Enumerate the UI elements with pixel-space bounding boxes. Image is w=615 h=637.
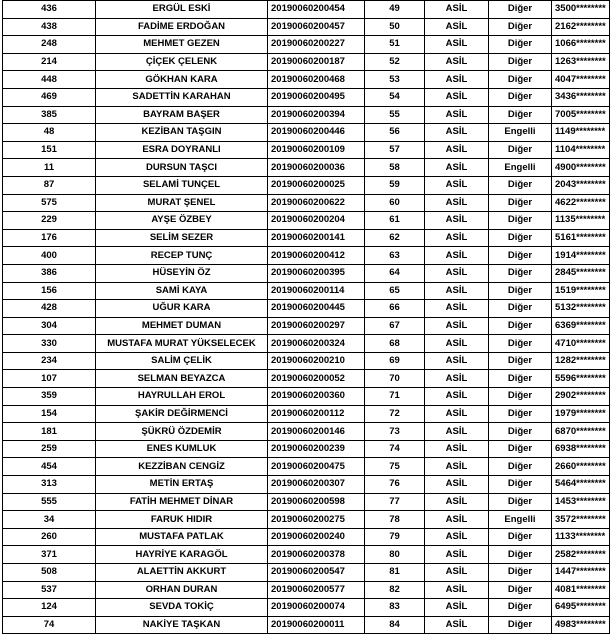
id-number-cell: 6938******** [552,440,610,458]
full-name-cell: ORHAN DURAN [96,581,268,599]
table-row [3,71,610,89]
draw-number-cell: 53 [365,71,425,89]
status-cell: ASİL [425,141,489,159]
status-cell: ASİL [425,229,489,247]
full-name-cell: HAYRİYE KARAGÖL [96,546,268,564]
status-cell: ASİL [425,88,489,106]
quota-type-cell: Diğer [489,300,552,318]
draw-number-cell: 57 [365,141,425,159]
full-name-cell: SALİM ÇELİK [96,352,268,370]
application-number-cell: 20190060200210 [268,352,365,370]
application-order-cell: 234 [3,352,96,370]
application-order-cell: 176 [3,229,96,247]
application-order-cell: 438 [3,18,96,36]
table-row [3,352,610,370]
application-order-cell: 537 [3,581,96,599]
draw-number-cell: 81 [365,564,425,582]
table-row [3,176,610,194]
id-number-cell: 4622******** [552,194,610,212]
application-number-cell: 20190060200036 [268,159,365,177]
table-row [3,476,610,494]
table-row [3,18,610,36]
status-cell: ASİL [425,405,489,423]
application-number-cell: 20190060200446 [268,124,365,142]
quota-type-cell: Diğer [489,599,552,617]
draw-number-cell: 80 [365,546,425,564]
draw-number-cell: 79 [365,528,425,546]
quota-type-cell: Diğer [489,440,552,458]
application-order-cell: 248 [3,36,96,54]
full-name-cell: ALAETTİN AKKURT [96,564,268,582]
full-name-cell: ERGÜL ESKİ [96,1,268,19]
status-cell: ASİL [425,36,489,54]
status-cell: ASİL [425,194,489,212]
status-cell: ASİL [425,53,489,71]
draw-number-cell: 73 [365,423,425,441]
table-row [3,528,610,546]
id-number-cell: 4983******** [552,616,610,634]
table-row [3,405,610,423]
id-number-cell: 4710******** [552,335,610,353]
table-row [3,493,610,511]
full-name-cell: SADETTİN KARAHAN [96,88,268,106]
id-number-cell: 1263******** [552,53,610,71]
status-cell: ASİL [425,317,489,335]
quota-type-cell: Engelli [489,159,552,177]
quota-type-cell: Diğer [489,18,552,36]
table-row [3,124,610,142]
status-cell: ASİL [425,71,489,89]
application-number-cell: 20190060200360 [268,388,365,406]
status-cell: ASİL [425,511,489,529]
application-order-cell: 34 [3,511,96,529]
application-order-cell: 156 [3,282,96,300]
application-number-cell: 20190060200227 [268,36,365,54]
draw-number-cell: 75 [365,458,425,476]
draw-number-cell: 60 [365,194,425,212]
status-cell: ASİL [425,282,489,300]
draw-number-cell: 72 [365,405,425,423]
status-cell: ASİL [425,581,489,599]
full-name-cell: KEZİBAN TAŞGIN [96,124,268,142]
status-cell: ASİL [425,212,489,230]
draw-number-cell: 68 [365,335,425,353]
quota-type-cell: Diğer [489,546,552,564]
application-order-cell: 260 [3,528,96,546]
application-number-cell: 20190060200109 [268,141,365,159]
table-row [3,388,610,406]
quota-type-cell: Diğer [489,264,552,282]
status-cell: ASİL [425,616,489,634]
id-number-cell: 3436******** [552,88,610,106]
table-row [3,511,610,529]
id-number-cell: 6369******** [552,317,610,335]
application-number-cell: 20190060200412 [268,247,365,265]
application-number-cell: 20190060200307 [268,476,365,494]
application-number-cell: 20190060200475 [268,458,365,476]
table-row [3,282,610,300]
draw-number-cell: 78 [365,511,425,529]
table-row [3,458,610,476]
table-row [3,370,610,388]
status-cell: ASİL [425,335,489,353]
id-number-cell: 1149******** [552,124,610,142]
status-cell: ASİL [425,370,489,388]
status-cell: ASİL [425,264,489,282]
application-order-cell: 385 [3,106,96,124]
application-number-cell: 20190060200547 [268,564,365,582]
draw-number-cell: 52 [365,53,425,71]
id-number-cell: 2043******** [552,176,610,194]
quota-type-cell: Diğer [489,212,552,230]
full-name-cell: FATİH MEHMET DİNAR [96,493,268,511]
full-name-cell: BAYRAM BAŞER [96,106,268,124]
quota-type-cell: Diğer [489,194,552,212]
draw-number-cell: 83 [365,599,425,617]
quota-type-cell: Diğer [489,176,552,194]
full-name-cell: SELAMİ TUNÇEL [96,176,268,194]
id-number-cell: 4047******** [552,71,610,89]
application-number-cell: 20190060200378 [268,546,365,564]
id-number-cell: 2582******** [552,546,610,564]
quota-type-cell: Engelli [489,511,552,529]
table-row [3,581,610,599]
status-cell: ASİL [425,352,489,370]
draw-number-cell: 58 [365,159,425,177]
draw-number-cell: 56 [365,124,425,142]
table-row [3,229,610,247]
application-order-cell: 448 [3,71,96,89]
quota-type-cell: Diğer [489,317,552,335]
table-row [3,106,610,124]
table-row [3,440,610,458]
quota-type-cell: Engelli [489,124,552,142]
application-number-cell: 20190060200297 [268,317,365,335]
quota-type-cell: Diğer [489,335,552,353]
application-number-cell: 20190060200495 [268,88,365,106]
full-name-cell: RECEP TUNÇ [96,247,268,265]
application-order-cell: 469 [3,88,96,106]
application-number-cell: 20190060200598 [268,493,365,511]
id-number-cell: 1914******** [552,247,610,265]
status-cell: ASİL [425,528,489,546]
quota-type-cell: Diğer [489,247,552,265]
status-cell: ASİL [425,440,489,458]
draw-number-cell: 69 [365,352,425,370]
application-order-cell: 386 [3,264,96,282]
application-order-cell: 428 [3,300,96,318]
id-number-cell: 1282******** [552,352,610,370]
draw-number-cell: 70 [365,370,425,388]
draw-number-cell: 64 [365,264,425,282]
application-order-cell: 181 [3,423,96,441]
id-number-cell: 1066******** [552,36,610,54]
application-order-cell: 48 [3,124,96,142]
id-number-cell: 1104******** [552,141,610,159]
id-number-cell: 3572******** [552,511,610,529]
application-number-cell: 20190060200577 [268,581,365,599]
draw-number-cell: 51 [365,36,425,54]
full-name-cell: MEHMET DUMAN [96,317,268,335]
id-number-cell: 6870******** [552,423,610,441]
draw-number-cell: 65 [365,282,425,300]
full-name-cell: MURAT ŞENEL [96,194,268,212]
id-number-cell: 1135******** [552,212,610,230]
table-row [3,300,610,318]
application-order-cell: 330 [3,335,96,353]
application-number-cell: 20190060200445 [268,300,365,318]
id-number-cell: 1519******** [552,282,610,300]
application-order-cell: 436 [3,1,96,19]
application-number-cell: 20190060200468 [268,71,365,89]
quota-type-cell: Diğer [489,528,552,546]
full-name-cell: GÖKHAN KARA [96,71,268,89]
application-order-cell: 371 [3,546,96,564]
table-row [3,317,610,335]
application-order-cell: 124 [3,599,96,617]
full-name-cell: DURSUN TAŞCI [96,159,268,177]
quota-type-cell: Diğer [489,370,552,388]
full-name-cell: HAYRULLAH EROL [96,388,268,406]
table-row [3,159,610,177]
application-number-cell: 20190060200457 [268,18,365,36]
draw-number-cell: 67 [365,317,425,335]
full-name-cell: SAMİ KAYA [96,282,268,300]
results-table [2,0,610,634]
table-body [3,1,610,634]
status-cell: ASİL [425,546,489,564]
status-cell: ASİL [425,247,489,265]
table-row [3,264,610,282]
application-order-cell: 313 [3,476,96,494]
draw-number-cell: 61 [365,212,425,230]
quota-type-cell: Diğer [489,581,552,599]
id-number-cell: 3500******** [552,1,610,19]
quota-type-cell: Diğer [489,493,552,511]
application-number-cell: 20190060200275 [268,511,365,529]
full-name-cell: FADİME ERDOĞAN [96,18,268,36]
draw-number-cell: 54 [365,88,425,106]
draw-number-cell: 84 [365,616,425,634]
status-cell: ASİL [425,458,489,476]
application-order-cell: 214 [3,53,96,71]
table-row [3,335,610,353]
table-row [3,212,610,230]
status-cell: ASİL [425,18,489,36]
application-order-cell: 454 [3,458,96,476]
application-number-cell: 20190060200395 [268,264,365,282]
status-cell: ASİL [425,159,489,177]
full-name-cell: ENES KUMLUK [96,440,268,458]
draw-number-cell: 62 [365,229,425,247]
application-order-cell: 304 [3,317,96,335]
full-name-cell: ŞÜKRÜ ÖZDEMİR [96,423,268,441]
quota-type-cell: Diğer [489,282,552,300]
application-number-cell: 20190060200394 [268,106,365,124]
full-name-cell: ÇİÇEK ÇELENK [96,53,268,71]
quota-type-cell: Diğer [489,476,552,494]
full-name-cell: AYŞE ÖZBEY [96,212,268,230]
table-row [3,247,610,265]
draw-number-cell: 76 [365,476,425,494]
id-number-cell: 2162******** [552,18,610,36]
id-number-cell: 5464******** [552,476,610,494]
application-order-cell: 11 [3,159,96,177]
full-name-cell: KEZZİBAN CENGİZ [96,458,268,476]
application-number-cell: 20190060200454 [268,1,365,19]
application-number-cell: 20190060200141 [268,229,365,247]
status-cell: ASİL [425,476,489,494]
id-number-cell: 5596******** [552,370,610,388]
id-number-cell: 6495******** [552,599,610,617]
id-number-cell: 1447******** [552,564,610,582]
application-number-cell: 20190060200011 [268,616,365,634]
application-number-cell: 20190060200112 [268,405,365,423]
draw-number-cell: 59 [365,176,425,194]
table-row [3,36,610,54]
full-name-cell: UĞUR KARA [96,300,268,318]
application-number-cell: 20190060200324 [268,335,365,353]
full-name-cell: METİN ERTAŞ [96,476,268,494]
draw-number-cell: 77 [365,493,425,511]
application-number-cell: 20190060200240 [268,528,365,546]
application-order-cell: 508 [3,564,96,582]
quota-type-cell: Diğer [489,71,552,89]
draw-number-cell: 50 [365,18,425,36]
id-number-cell: 1979******** [552,405,610,423]
full-name-cell: NAKİYE TAŞKAN [96,616,268,634]
id-number-cell: 1453******** [552,493,610,511]
quota-type-cell: Diğer [489,53,552,71]
application-order-cell: 575 [3,194,96,212]
status-cell: ASİL [425,106,489,124]
full-name-cell: FARUK HIDIR [96,511,268,529]
draw-number-cell: 66 [365,300,425,318]
table-row [3,599,610,617]
quota-type-cell: Diğer [489,564,552,582]
id-number-cell: 2845******** [552,264,610,282]
full-name-cell: SELMAN BEYAZCA [96,370,268,388]
id-number-cell: 1133******** [552,528,610,546]
table-row [3,141,610,159]
table-row [3,423,610,441]
quota-type-cell: Diğer [489,405,552,423]
status-cell: ASİL [425,423,489,441]
id-number-cell: 4081******** [552,581,610,599]
application-number-cell: 20190060200146 [268,423,365,441]
table-row [3,546,610,564]
draw-number-cell: 63 [365,247,425,265]
quota-type-cell: Diğer [489,36,552,54]
application-number-cell: 20190060200204 [268,212,365,230]
status-cell: ASİL [425,599,489,617]
quota-type-cell: Diğer [489,88,552,106]
draw-number-cell: 74 [365,440,425,458]
id-number-cell: 2902******** [552,388,610,406]
id-number-cell: 4900******** [552,159,610,177]
table-row [3,1,610,19]
status-cell: ASİL [425,493,489,511]
quota-type-cell: Diğer [489,458,552,476]
quota-type-cell: Diğer [489,388,552,406]
table-row [3,194,610,212]
id-number-cell: 5161******** [552,229,610,247]
application-number-cell: 20190060200052 [268,370,365,388]
status-cell: ASİL [425,1,489,19]
full-name-cell: SELİM SEZER [96,229,268,247]
application-number-cell: 20190060200025 [268,176,365,194]
draw-number-cell: 82 [365,581,425,599]
draw-number-cell: 71 [365,388,425,406]
quota-type-cell: Diğer [489,423,552,441]
application-order-cell: 87 [3,176,96,194]
application-order-cell: 259 [3,440,96,458]
status-cell: ASİL [425,300,489,318]
application-order-cell: 555 [3,493,96,511]
application-order-cell: 359 [3,388,96,406]
quota-type-cell: Diğer [489,1,552,19]
quota-type-cell: Diğer [489,141,552,159]
table-row [3,53,610,71]
status-cell: ASİL [425,124,489,142]
application-order-cell: 229 [3,212,96,230]
application-number-cell: 20190060200622 [268,194,365,212]
draw-number-cell: 49 [365,1,425,19]
full-name-cell: HÜSEYİN ÖZ [96,264,268,282]
table-row [3,88,610,106]
full-name-cell: ESRA DOYRANLI [96,141,268,159]
full-name-cell: MUSTAFA PATLAK [96,528,268,546]
application-number-cell: 20190060200239 [268,440,365,458]
application-order-cell: 151 [3,141,96,159]
application-order-cell: 107 [3,370,96,388]
application-number-cell: 20190060200074 [268,599,365,617]
table-row [3,616,610,634]
quota-type-cell: Diğer [489,106,552,124]
application-number-cell: 20190060200187 [268,53,365,71]
id-number-cell: 7005******** [552,106,610,124]
full-name-cell: SEVDA TOKİÇ [96,599,268,617]
status-cell: ASİL [425,388,489,406]
quota-type-cell: Diğer [489,229,552,247]
table-row [3,564,610,582]
status-cell: ASİL [425,176,489,194]
id-number-cell: 5132******** [552,300,610,318]
application-order-cell: 74 [3,616,96,634]
full-name-cell: ŞAKİR DEĞİRMENCİ [96,405,268,423]
application-number-cell: 20190060200114 [268,282,365,300]
full-name-cell: MUSTAFA MURAT YÜKSELECEK [96,335,268,353]
application-order-cell: 400 [3,247,96,265]
id-number-cell: 2660******** [552,458,610,476]
draw-number-cell: 55 [365,106,425,124]
quota-type-cell: Diğer [489,616,552,634]
full-name-cell: MEHMET GEZEN [96,36,268,54]
status-cell: ASİL [425,564,489,582]
application-order-cell: 154 [3,405,96,423]
quota-type-cell: Diğer [489,352,552,370]
